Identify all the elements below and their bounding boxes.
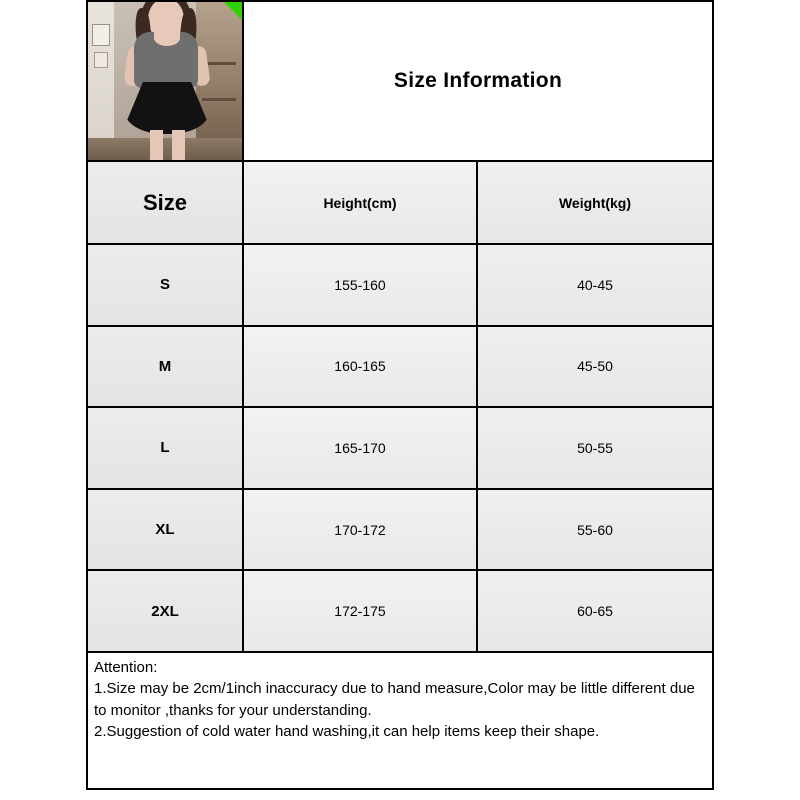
page-title: Size Information — [393, 69, 563, 92]
model-leg-right — [172, 130, 185, 160]
cell-weight: 55-60 — [478, 490, 712, 570]
title-cell — [244, 2, 712, 160]
column-header-size: Size — [88, 162, 244, 243]
cell-weight: 60-65 — [478, 571, 712, 651]
cell-size: XL — [88, 490, 244, 570]
attention-heading: Attention: — [94, 659, 158, 676]
table-row — [88, 245, 712, 327]
corner-badge-icon — [224, 2, 242, 20]
attention-block — [88, 653, 712, 788]
table-row — [88, 408, 712, 490]
cell-size: S — [88, 245, 244, 325]
column-header-height: Height(cm) — [244, 162, 478, 243]
size-chart — [86, 0, 714, 790]
cell-weight: 45-50 — [478, 327, 712, 407]
cell-height: 172-175 — [244, 571, 478, 651]
table-row — [88, 327, 712, 409]
furniture-edge-lower — [202, 98, 236, 101]
size-table — [88, 162, 712, 653]
picture-frame-icon — [92, 24, 110, 46]
cell-weight: 40-45 — [478, 245, 712, 325]
cell-size: L — [88, 408, 244, 488]
floor — [88, 138, 242, 160]
cell-height: 165-170 — [244, 408, 478, 488]
column-header-weight: Weight(kg) — [478, 162, 712, 243]
product-photo — [88, 2, 244, 160]
chart-header — [88, 2, 712, 162]
table-row — [88, 571, 712, 653]
model-leg-left — [150, 130, 163, 160]
photo-illustration — [88, 2, 242, 160]
cell-size: M — [88, 327, 244, 407]
picture-frame-small-icon — [94, 52, 108, 68]
cell-height: 160-165 — [244, 327, 478, 407]
table-header-row — [88, 162, 712, 245]
cell-weight: 50-55 — [478, 408, 712, 488]
model-neckline — [154, 30, 180, 46]
cell-height: 155-160 — [244, 245, 478, 325]
attention-line-1: 1.Size may be 2cm/1inch inaccuracy due to hand measure,Color may be little different due to monitor ,thanks for your understanding. — [94, 680, 695, 719]
table-row — [88, 490, 712, 572]
attention-line-2: 2.Suggestion of cold water hand washing,it can help items keep their shape. — [94, 722, 600, 740]
cell-height: 170-172 — [244, 490, 478, 570]
cell-size: 2XL — [88, 571, 244, 651]
